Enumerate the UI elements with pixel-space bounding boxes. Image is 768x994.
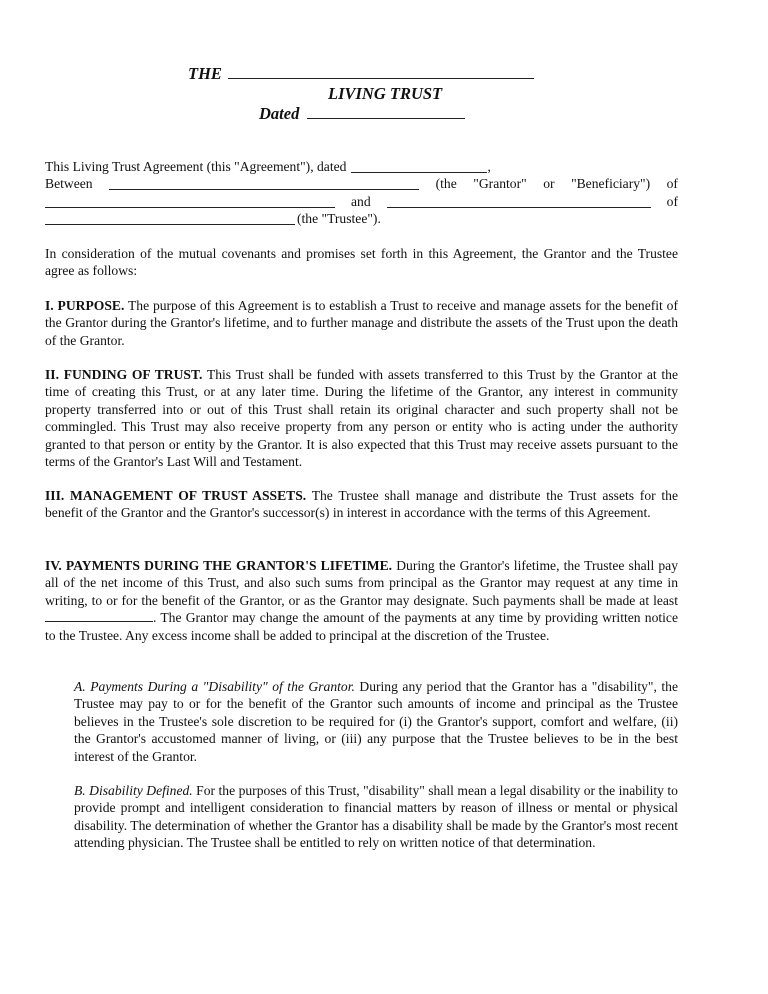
comma: , bbox=[487, 159, 491, 174]
subsection-heading: A. Payments During a "Disability" of the Grantor. bbox=[74, 679, 355, 694]
section-body: The Trustee shall manage and distribute the Trust assets for the benefit of the Grantor and the Grantor's successor(s) in interest in accordance with the terms of this Agreement. bbox=[45, 488, 678, 521]
section-body-part1: During the Grantor's lifetime, the Trustee shall pay all of the net income of this Trust, and also such sums from principal as the Grantor may request at any time in writing, to or for the benefit of the Grantor, or as the Grantor may designate. Such payments shall be made at least bbox=[45, 558, 678, 608]
dated-label: Dated bbox=[259, 104, 300, 123]
parties-block bbox=[45, 158, 678, 228]
section-heading: I. PURPOSE. bbox=[45, 298, 125, 313]
agreement-date-blank[interactable] bbox=[351, 158, 487, 173]
between-label: Between bbox=[45, 176, 93, 192]
grantor-address-blank[interactable] bbox=[45, 193, 335, 208]
section-body: The purpose of this Agreement is to establish a Trust to receive and manage assets for the benefit of the Grantor during the Grantor's lifetime, and to further manage and distribute the assets of the Trust upon the death of the Grantor. bbox=[45, 298, 678, 348]
living-trust-heading: LIVING TRUST bbox=[328, 84, 443, 103]
trustee-name-blank[interactable] bbox=[387, 193, 651, 208]
of-label: of bbox=[666, 176, 678, 192]
grantor-name-blank[interactable] bbox=[109, 175, 419, 190]
trust-date-blank[interactable] bbox=[307, 104, 465, 119]
section-funding bbox=[45, 366, 678, 470]
subsection-body: For the purposes of this Trust, "disability" shall mean a legal disability or the inability to provide prompt and intelligent consideration to financial matters by reason of illness or mental or physical disability. The determination of whether the Grantor has a disability shall be made by the Grantor's most recent attending physician. The Trustee shall be entitled to rely on written notice of that determination. bbox=[74, 783, 678, 851]
of-label-2: of bbox=[666, 193, 678, 209]
grantor-label-or: or bbox=[543, 176, 555, 192]
grantor-label-q1: "Grantor" bbox=[473, 176, 527, 192]
title-line-the bbox=[188, 64, 534, 84]
section-purpose bbox=[45, 297, 678, 349]
payment-frequency-blank[interactable] bbox=[45, 609, 153, 622]
agreement-dated-text: This Living Trust Agreement (this "Agreement"), dated bbox=[45, 159, 347, 174]
trust-name-blank[interactable] bbox=[228, 64, 534, 79]
subsection-disability-payments bbox=[74, 678, 678, 765]
trustee-address-blank[interactable] bbox=[45, 210, 295, 225]
subsection-disability-defined bbox=[74, 782, 678, 852]
section-heading: III. MANAGEMENT OF TRUST ASSETS. bbox=[45, 488, 307, 503]
section-management bbox=[45, 487, 678, 522]
the-label: THE bbox=[188, 64, 222, 83]
and-label: and bbox=[351, 193, 371, 209]
grantor-label-the: (the bbox=[435, 176, 457, 192]
section-heading: IV. PAYMENTS DURING THE GRANTOR'S LIFETIME. bbox=[45, 558, 393, 573]
section-payments bbox=[45, 557, 678, 644]
subsection-body: During any period that the Grantor has a "disability", the Trustee may pay to or for the benefit of the Grantor such amounts of income and principal as the Trustee believes in the Trustee's sole discretion to be required for (i) the Grantor's support, comfort and welfare, (ii) the Grantor's accustomed manner of living, or (iii) any purpose that the Trustee believes to be in the best interest of the Grantor. bbox=[74, 679, 678, 764]
section-body-part2: . The Grantor may change the amount of the payments at any time by providing written notice to the Trustee. Any excess income shall be added to principal at the discretion of the Trustee. bbox=[45, 610, 678, 643]
subsection-heading: B. Disability Defined. bbox=[74, 783, 193, 798]
grantor-label-q2: "Beneficiary") bbox=[571, 176, 651, 192]
consideration-paragraph: In consideration of the mutual covenants and promises set forth in this Agreement, the Grantor and the Trustee agree as follows: bbox=[45, 246, 678, 279]
section-body: This Trust shall be funded with assets transferred to this Trust by the Grantor at the time of creating this Trust, or at any later time. During the lifetime of the Grantor, any interest in community property transferred into or out of this Trust shall retain its original character and such property shall not be commingled. This Trust may also receive property from any person or entity who is acting under the authority granted to that person or entity by the Grantor. It is also expected that this Trust may receive assets pursuant to the terms of the Grantor's Last Will and Testament. bbox=[45, 367, 678, 470]
trustee-label: (the "Trustee"). bbox=[297, 211, 381, 227]
section-heading: II. FUNDING OF TRUST. bbox=[45, 367, 203, 382]
title-line-dated bbox=[259, 104, 465, 124]
